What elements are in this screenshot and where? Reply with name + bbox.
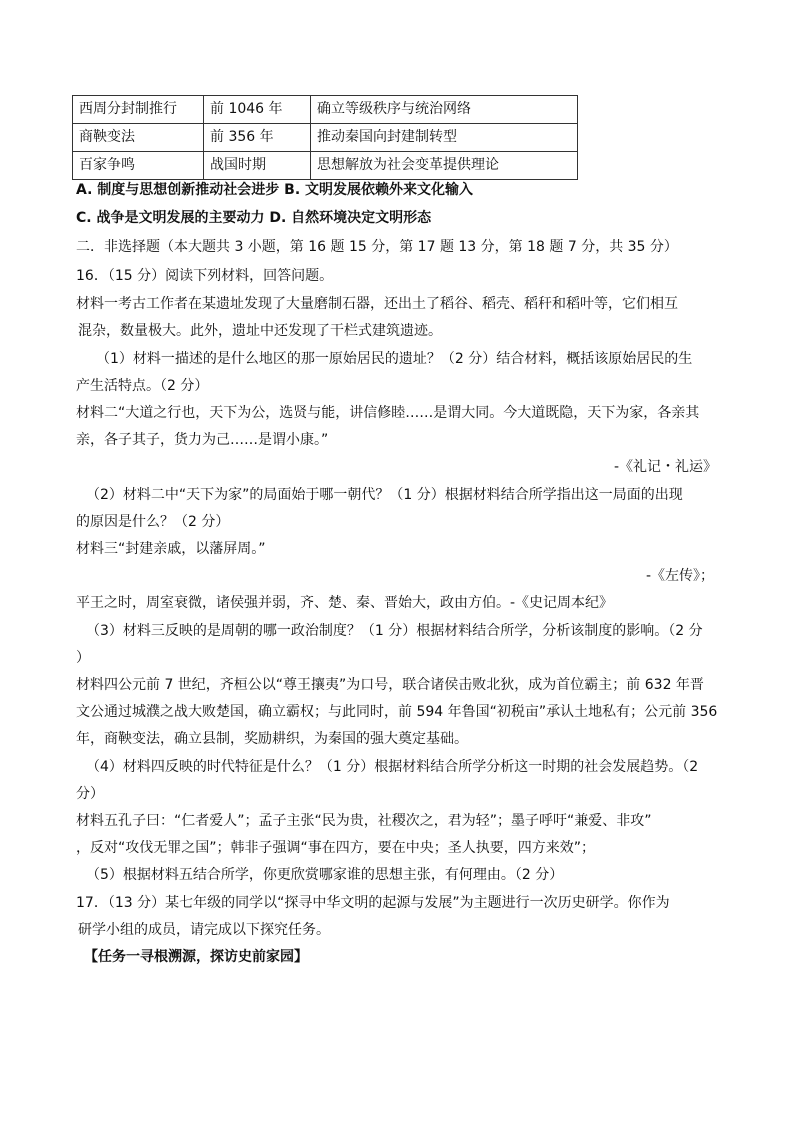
table-cell: 推动秦国向封建制转型 xyxy=(311,124,578,152)
comparison-table xyxy=(72,95,578,180)
table-cell: 前 1046 年 xyxy=(204,96,311,124)
question-16-5: （5）根据材料五结合所学，你更欣赏哪家谁的思想主张，有何理由。（2 分） xyxy=(86,867,564,883)
table-cell: 百家争鸣 xyxy=(73,152,204,180)
table-cell: 战国时期 xyxy=(204,152,311,180)
material-2-source: -《礼记・礼运》 xyxy=(614,459,718,475)
question-16-2: （2）材料二中“天下为家”的局面始于哪一朝代？（1 分）根据材料结合所学指出这一局面的出现 xyxy=(86,487,683,503)
table-cell: 前 356 年 xyxy=(204,124,311,152)
table-cell: 确立等级秩序与统治网络 xyxy=(311,96,578,124)
material-2-text: 亲，各子其子，货力为己……是谓小康。” xyxy=(76,432,329,448)
material-1-text: 材料一考古工作者在某遗址发现了大量磨制石器，还出土了稻谷、稻壳、稻秆和稻叶等，它们相互 xyxy=(76,296,678,312)
material-3-source: -《左传》； xyxy=(646,568,715,584)
question-17-heading: 研学小组的成员，请完成以下探究任务。 xyxy=(78,922,330,938)
question-16-3: ） xyxy=(76,650,90,666)
material-1-text: 混杂，数量极大。此外，遗址中还发现了干栏式建筑遗迹。 xyxy=(78,323,442,339)
material-4-text: 材料四公元前 7 世纪，齐桓公以“尊王攘夷”为口号，联合诸侯击败北狄，成为首位霸主；前 632 年晋 xyxy=(76,677,704,693)
material-5-text: ，反对“攻伐无罪之国”；韩非子强调“事在四方，要在中央；圣人执要，四方来效”； xyxy=(76,840,596,856)
table-cell: 西周分封制推行 xyxy=(73,96,204,124)
question-16-3: （3）材料三反映的是周朝的哪一政治制度？（1 分）根据材料结合所学，分析该制度的影响。（2 分 xyxy=(86,623,703,639)
question-16-1: （1）材料一描述的是什么地区的那一原始居民的遗址？（2 分）结合材料，概括该原始居民的生 xyxy=(96,351,693,367)
question-16-1: 产生活特点。（2 分） xyxy=(76,378,209,394)
question-16-4: （4）材料四反映的时代特征是什么？（1 分）根据材料结合所学分析这一时期的社会发展趋势。（2 xyxy=(86,759,699,775)
material-4-text: 文公通过城濮之战大败楚国，确立霸权；与此同时，前 594 年鲁国“初税亩”承认土地私有；公元前 356 xyxy=(76,704,718,720)
material-2-text: 材料二“大道之行也，天下为公，选贤与能，讲信修睦……是谓大同。今大道既隐，天下为家，各亲其 xyxy=(76,405,700,421)
question-17-heading: 17．（13 分）某七年级的同学以“探寻中华文明的起源与发展”为主题进行一次历史研学。你作为 xyxy=(76,895,670,911)
answer-options-cd: C. 战争是文明发展的主要动力 D. 自然环境决定文明形态 xyxy=(76,210,432,226)
section-heading: 二．非选择题（本大题共 3 小题，第 16 题 15 分，第 17 题 13 分，第 18 题 7 分，共 35 分） xyxy=(76,239,678,255)
table-cell: 商鞅变法 xyxy=(73,124,204,152)
table-row xyxy=(73,124,578,152)
material-3-text: 平王之时，周室衰微，诸侯强并弱，齐、楚、秦、晋始大，政由方伯。-《史记周本纪》 xyxy=(76,595,614,611)
task-1-heading: 【任务一寻根溯源，探访史前家园】 xyxy=(84,949,308,965)
material-5-text: 材料五孔子曰：“仁者爱人”；孟子主张“民为贵，社稷次之，君为轻”；墨子呼吁“兼爱、非攻” xyxy=(76,813,652,829)
table-cell: 思想解放为社会变革提供理论 xyxy=(311,152,578,180)
material-3-text: 材料三“封建亲戚，以藩屏周。” xyxy=(76,541,266,557)
question-16-4: 分） xyxy=(76,786,104,802)
material-4-text: 年，商鞅变法，确立县制，奖励耕织，为秦国的强大奠定基础。 xyxy=(76,731,468,747)
question-16-heading: 16．（15 分）阅读下列材料，回答问题。 xyxy=(76,268,334,284)
answer-options-ab: A. 制度与思想创新推动社会进步 B. 文明发展依赖外来文化输入 xyxy=(76,182,474,198)
question-16-2: 的原因是什么？（2 分） xyxy=(76,514,230,530)
table-row xyxy=(73,152,578,180)
table-row xyxy=(73,96,578,124)
